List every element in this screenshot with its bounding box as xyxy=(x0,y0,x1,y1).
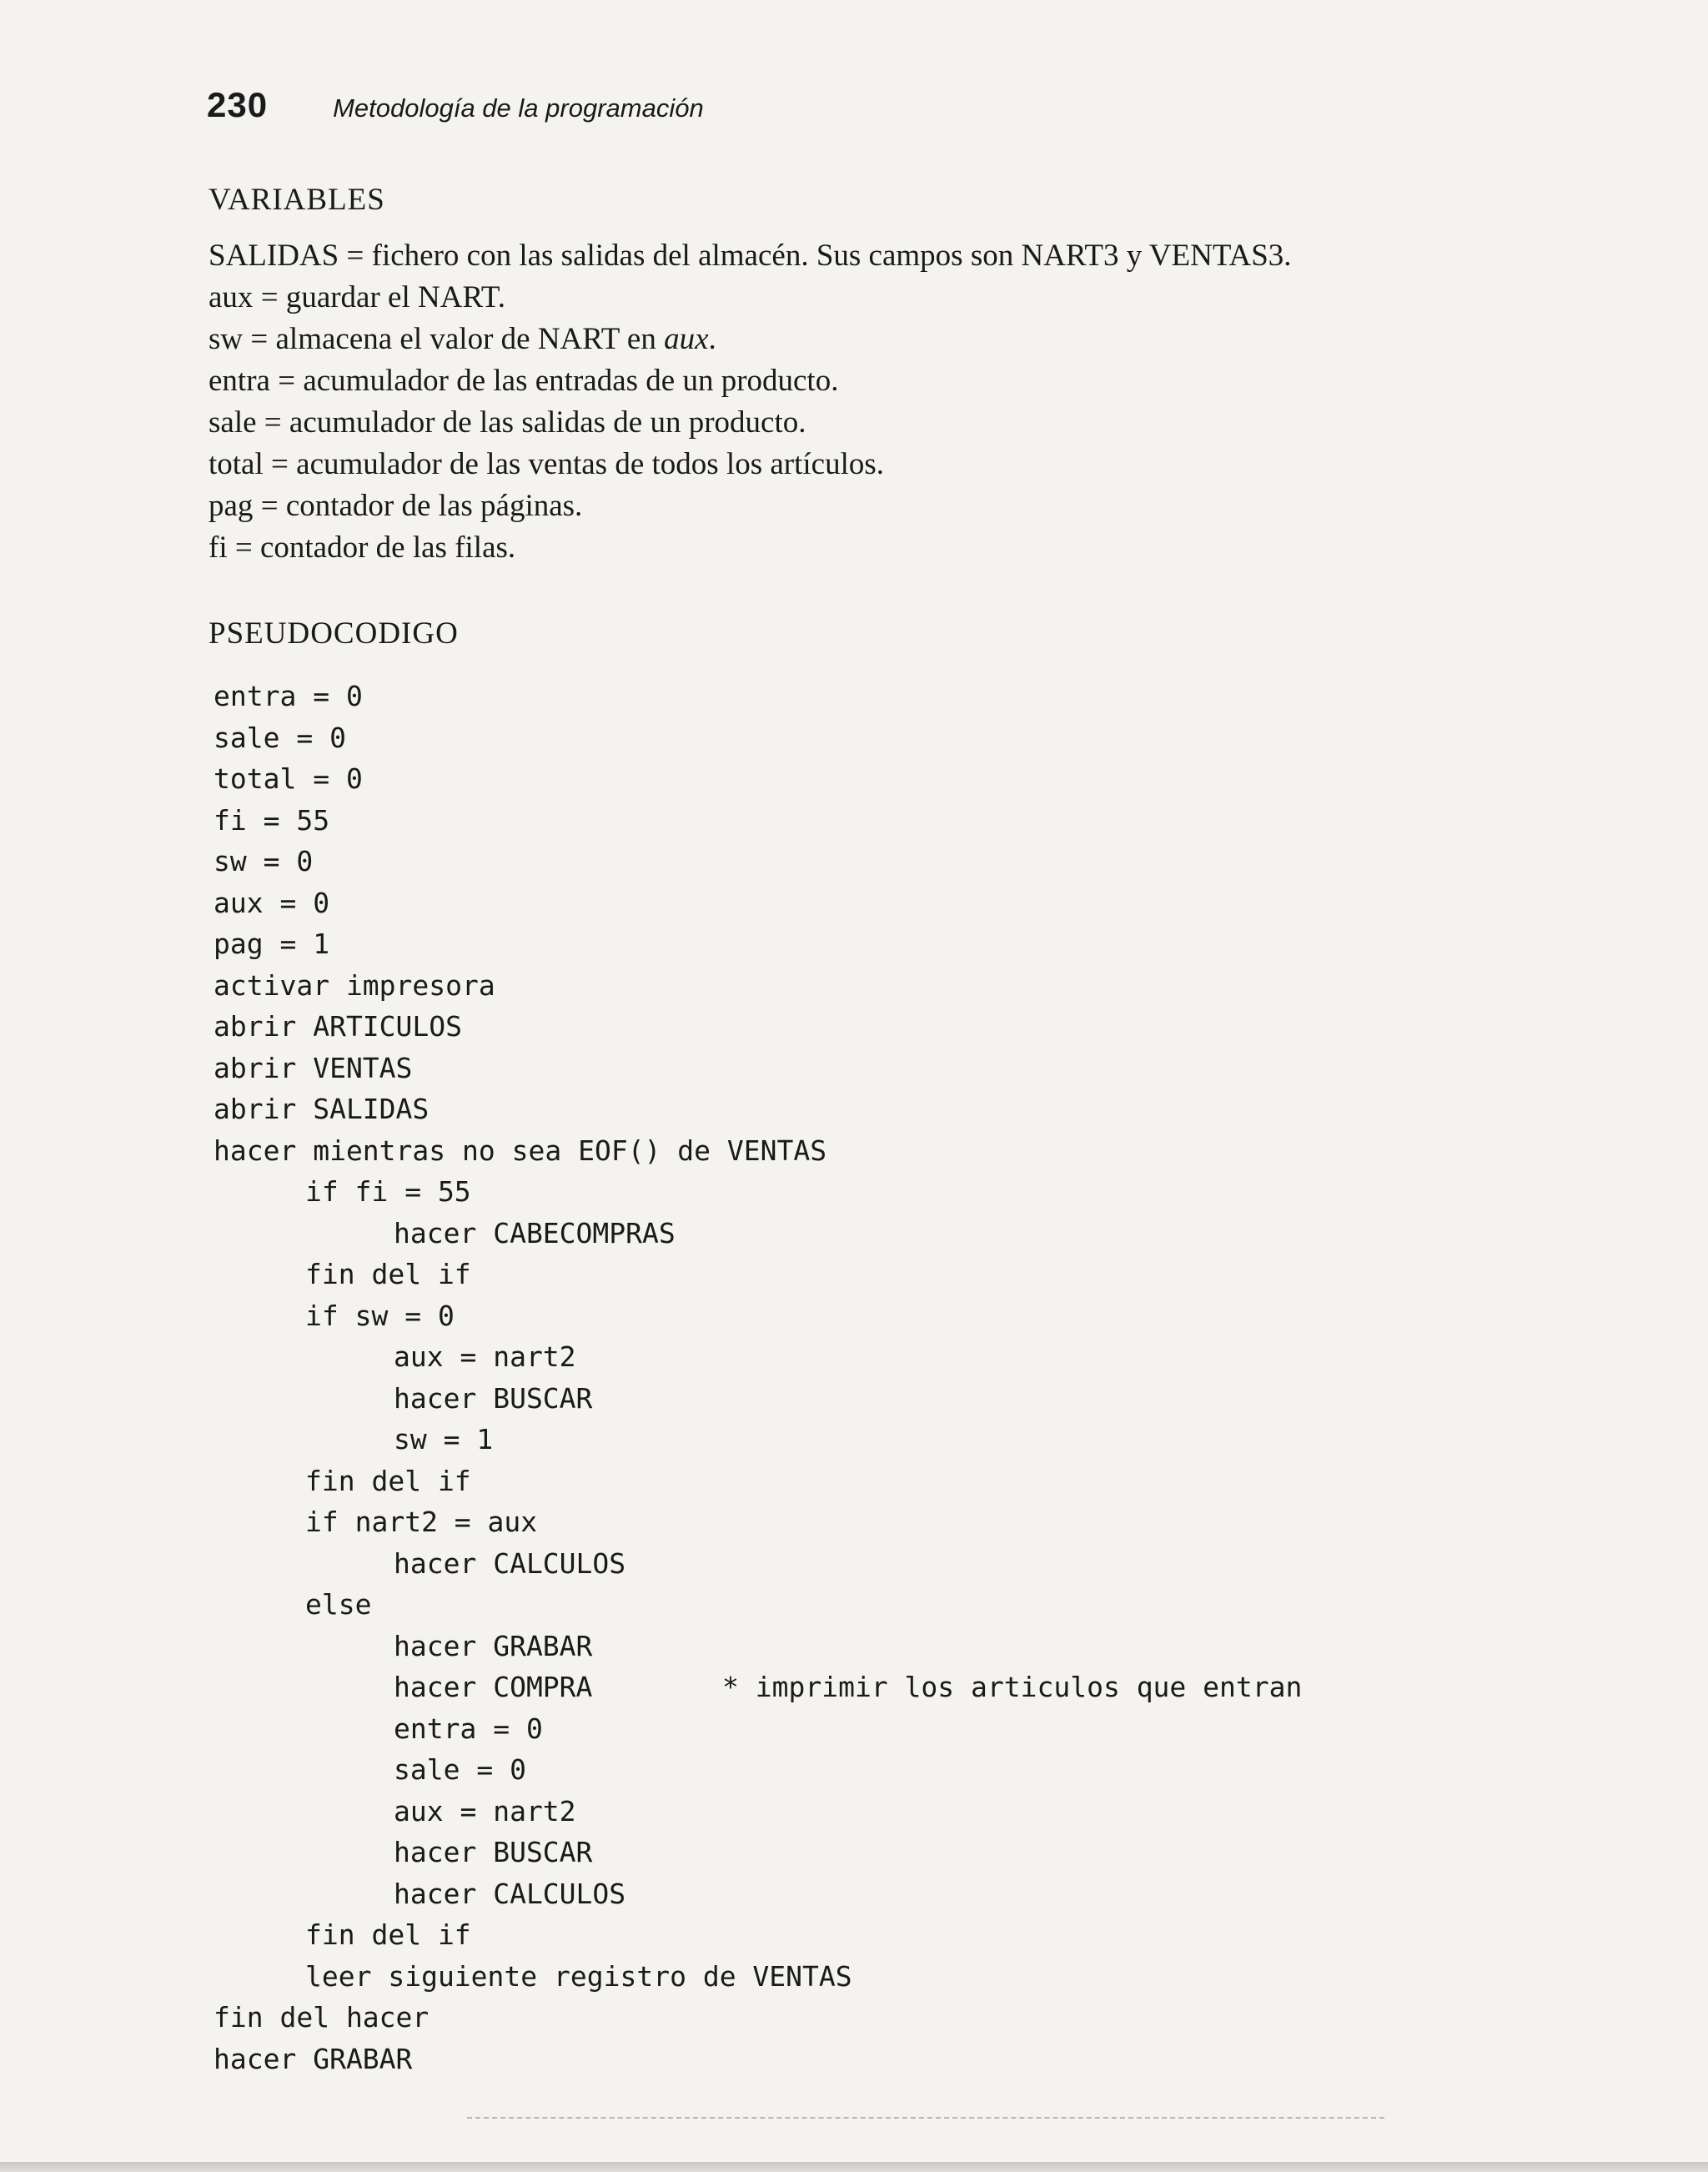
code-line: aux = nart2 xyxy=(394,1794,576,1828)
variable-name: entra xyxy=(208,364,270,398)
variable-name: sw xyxy=(208,322,244,356)
variables-heading: VARIABLES xyxy=(208,183,385,217)
page-edge xyxy=(0,2162,1708,2172)
code-line: sale = 0 xyxy=(214,721,346,754)
code-line: fin del if xyxy=(305,1258,471,1290)
variable-line xyxy=(208,277,1543,319)
variable-description: fichero con las salidas del almacén. Sus campos son NART3 y VENTAS3. xyxy=(371,239,1292,273)
code-line: sw = 0 xyxy=(214,845,314,877)
pseudocode-block xyxy=(214,676,1548,2079)
code-line: pag = 1 xyxy=(214,928,330,960)
equals-sign: = xyxy=(269,364,304,398)
code-line: else xyxy=(305,1588,372,1621)
variable-description: acumulador de las salidas de un producto. xyxy=(289,405,806,440)
code-line: hacer CALCULOS xyxy=(394,1877,626,1910)
code-line: if nart2 = aux xyxy=(305,1506,538,1538)
code-line: leer siguiente registro de VENTAS xyxy=(305,1959,852,1993)
code-line: hacer CABECOMPRAS xyxy=(394,1216,676,1249)
variable-line xyxy=(208,319,1543,360)
variable-description: contador de las páginas. xyxy=(285,489,583,523)
code-line: fin del if xyxy=(305,1918,471,1951)
variable-name: sale xyxy=(208,405,257,440)
variable-description: acumulador de las entradas de un producto. xyxy=(303,364,839,398)
equals-sign: = xyxy=(339,239,372,273)
pseudocode-heading: PSEUDOCODIGO xyxy=(208,616,459,651)
variable-description-end: . xyxy=(708,322,716,356)
variable-line xyxy=(208,360,1543,402)
equals-sign: = xyxy=(243,322,276,356)
code-line: sale = 0 xyxy=(394,1753,526,1786)
code-line: aux = 0 xyxy=(214,886,330,919)
code-line: abrir ARTICULOS xyxy=(214,1010,463,1043)
code-line-with-comment xyxy=(214,1667,1548,1708)
variable-line xyxy=(208,402,1543,444)
variable-emphasis: aux xyxy=(664,322,709,356)
code-line: entra = 0 xyxy=(394,1712,543,1745)
code-line: abrir VENTAS xyxy=(214,1051,413,1084)
variable-description: contador de las filas. xyxy=(259,530,516,565)
code-line: total = 0 xyxy=(214,762,363,795)
code-line: hacer BUSCAR xyxy=(394,1381,593,1415)
variable-name: fi xyxy=(208,530,228,565)
equals-sign: = xyxy=(263,447,297,481)
variable-line xyxy=(208,527,1543,569)
code-line: hacer BUSCAR xyxy=(394,1836,593,1868)
variable-name: pag xyxy=(208,489,254,523)
code-line: abrir SALIDAS xyxy=(214,1093,430,1125)
variable-name: total xyxy=(208,447,264,481)
variable-name: aux xyxy=(208,280,254,314)
variable-line xyxy=(208,235,1543,277)
code-line: entra = 0 xyxy=(214,680,363,712)
code-line: fin del if xyxy=(305,1464,471,1497)
code-line: fin del hacer xyxy=(214,2001,430,2034)
variables-list xyxy=(208,235,1543,569)
code-line: hacer mientras no sea EOF() de VENTAS xyxy=(214,1134,827,1167)
code-line: hacer GRABAR xyxy=(214,2042,413,2075)
variable-description: acumulador de las ventas de todos los artículos. xyxy=(296,447,885,481)
page-header xyxy=(207,85,704,125)
variable-name: SALIDAS xyxy=(208,239,339,273)
running-title: Metodología de la programación xyxy=(333,93,704,123)
variable-description: guardar el NART. xyxy=(285,280,506,314)
page-number: 230 xyxy=(207,85,269,124)
code-text: hacer COMPRA xyxy=(394,1671,593,1703)
equals-sign: = xyxy=(253,280,286,314)
code-line: if fi = 55 xyxy=(305,1175,471,1208)
scan-bottom-rule xyxy=(467,2117,1384,2119)
variable-line xyxy=(208,444,1543,485)
code-line: hacer CALCULOS xyxy=(394,1546,626,1580)
equals-sign: = xyxy=(256,405,289,440)
code-line: fi = 55 xyxy=(214,803,330,837)
code-line: aux = nart2 xyxy=(394,1340,576,1373)
code-comment: * imprimir los articulos que entran xyxy=(722,1671,1303,1703)
variable-description: almacena el valor de NART en xyxy=(275,322,665,356)
code-line: sw = 1 xyxy=(394,1423,494,1456)
code-line: if sw = 0 xyxy=(305,1299,455,1332)
code-line: hacer GRABAR xyxy=(394,1629,593,1662)
code-line: activar impresora xyxy=(214,968,495,1002)
equals-sign: = xyxy=(227,530,260,565)
equals-sign: = xyxy=(253,489,286,523)
variable-line xyxy=(208,485,1543,527)
